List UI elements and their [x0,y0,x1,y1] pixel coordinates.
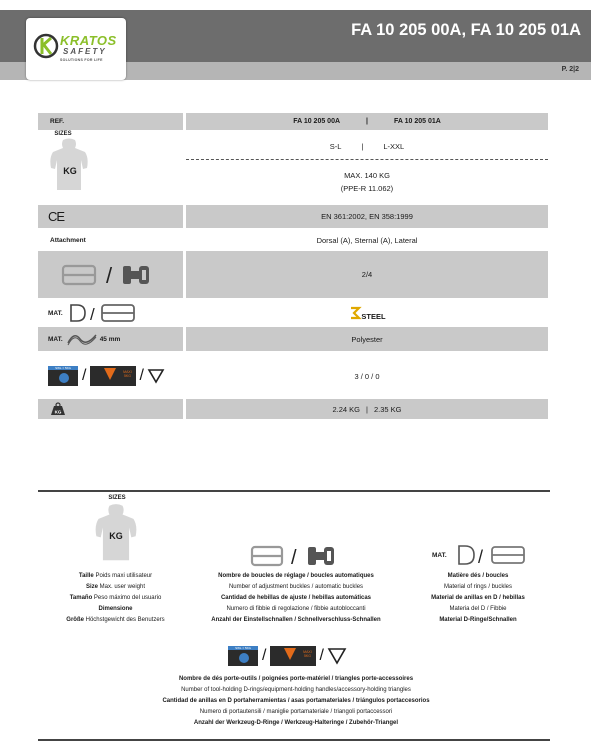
legend-buckle-icon [492,547,524,563]
ref-label-cell [38,113,183,130]
attachment-value-cell [186,232,548,248]
logo-tagline: SOLUTIONS FOR LIFE [60,58,103,62]
standards-cell [186,205,548,228]
sizes-divider [186,159,548,160]
legend-acc-line-3: Cantidad de anillas en D portaherramientas / asas portamateriales / triángulos portaccesorios [162,698,430,704]
legend-automatic-buckle-icon [308,547,334,565]
legend-acc-line-2: Number of tool-holding D-rings/equipment-holding handles/accessory-holding triangles [181,687,411,693]
page-header [0,0,591,88]
max-weight: MAX. 140 KG [344,171,390,180]
maxi-label: MAXI 5KG [123,370,132,378]
legend-dring-icon [459,546,474,564]
legend-size-line-2: Size Max. user weight [85,584,146,590]
body-silhouette-icon [47,138,91,192]
steel-cell [186,301,548,325]
sizes-kg-label: KG [63,166,77,176]
accessories-icon-cell: SWL = 5KG / MAXI 5KG / [38,362,183,390]
weight-separator: | [366,404,368,414]
legend-dring-buckle-icons [456,544,531,566]
legend-maxi-arrow-icon [284,648,296,660]
legend-size-description [38,571,193,626]
mat-label-cell [38,301,183,325]
legend-material-description [408,571,548,626]
size-a: S-L [329,141,342,151]
legend-buckle-line-1: Nombre de boucles de réglage / boucles automatiques [218,573,374,579]
maxi-icon [90,366,136,386]
swl-dring-icon [59,373,69,383]
accessories-value: 3 / 0 / 0 [354,371,380,381]
legend-mat-label: MAT. [432,552,447,559]
attachment-label: Attachment [50,236,86,244]
automatic-buckle-icon [123,266,149,284]
legend-buckle-icons [244,542,354,570]
logo-safety: SAFETY [63,47,107,56]
weight-kg-label: KG [54,409,62,415]
size-separator: | [361,141,364,151]
mat-label: MAT. [48,309,63,317]
legend-mat-line-1: Matière dés / boucles [447,573,509,579]
size-b: L-XXL [383,141,405,151]
adjustment-buckle-icon [63,266,95,284]
legend-accessory-description [100,674,492,729]
webbing-value-cell [186,327,548,351]
triangle-icon [147,368,165,384]
dring-buckle-icons [68,303,143,323]
standards-value: EN 361:2002, EN 358:1999 [321,212,413,221]
swl-label: SWL = 5KG [48,366,78,370]
legend-size-line-5: Größe Höchstgewicht des Benutzers [66,617,165,623]
webbing-width: 45 mm [99,335,121,343]
sizes-label: SIZES [54,131,72,137]
legend-bottom-rule [38,739,550,741]
svg-text:/: / [291,547,297,569]
steel-label: STEEL [361,311,386,321]
legend-size-line-1: Taille Poids maxi utilisateur [78,573,153,579]
legend-mat-line-2: Material of rings / buckles [443,584,513,590]
steel-logo-icon [348,306,362,320]
logo-name: KRATOS [60,33,117,48]
attachment-label-cell [38,232,183,248]
document-title: FA 10 205 00A, FA 10 205 01A [351,21,581,39]
webbing-label-cell [38,327,183,351]
legend-buckle-line-2: Number of adjustment buckles / automatic buckles [228,584,364,590]
ref-separator: | [366,118,368,125]
buckles-value-cell [186,251,548,298]
weight-a: 2.24 KG [332,404,361,414]
weight-label-cell [38,399,183,419]
legend-mat-line-3: Material de anillas en D / hebillas [431,595,525,601]
legend-adjustment-buckle-icon [252,547,282,565]
buckle-icon [102,305,134,321]
legend-size-line-3: Tamaño Peso máximo del usuario [69,595,162,601]
legend-buckle-line-3: Cantidad de hebillas de ajuste / hebillas automáticas [220,595,372,601]
buckle-icons [51,260,171,290]
ref-value-cell [186,113,548,130]
maxi-arrow-icon [104,368,116,380]
max-weight-standard: (PPE-R 11.062) [340,184,394,193]
legend-mat-line-4: Materia del D / Fibbie [449,606,507,612]
weight-b: 2.35 KG [373,404,402,414]
weight-icon [50,402,66,416]
legend-swl-dring-icon [239,653,249,663]
sizes-value-cell [186,137,548,155]
ref-label: REF. [50,118,65,125]
legend-maxi-label: MAXI 5KG [303,650,312,658]
dring-icon [71,305,85,321]
legend-acc-line-4: Numero di portautensili / maniglie portamateriale / triangoli portaccessori [199,709,393,715]
webbing-icon [66,331,98,347]
ref-b: FA 10 205 01A [393,118,441,125]
ref-a: FA 10 205 00A [293,118,341,125]
kratos-k-icon [32,32,60,60]
accessories-value-cell [186,362,548,390]
page-number: P. 2|2 [561,66,579,73]
legend-buckle-line-4: Numero di fibbie di regolazione / fibbie autobloccanti [226,606,366,612]
legend-acc-line-1: Nombre de dés porte-outils / poignées porte-matériel / triangles porte-accessoires [178,676,414,682]
legend-top-rule [38,490,550,492]
legend-mat-line-5: Material D-Ringe/Schnallen [439,617,517,623]
swl-icon [48,366,78,386]
legend-maxi-icon [270,646,316,666]
weight-value-cell [186,399,548,419]
buckles-icon-cell [38,251,183,298]
svg-text:/: / [105,262,112,288]
buckles-value: 2/4 [361,270,373,279]
webbing-value: Polyester [351,334,383,344]
svg-text:/: / [89,305,95,323]
legend-acc-line-5: Anzahl der Werkzeug-D-Ringe / Werkzeug-Halteringe / Zubehör-Triangel [193,720,399,726]
legend-accessory-icons: SWL = 5KG / MAXI 5KG / [228,646,347,666]
kratos-logo [26,18,126,80]
ce-mark-icon: CE [48,209,65,224]
legend-swl-label: SWL = 5KG [228,646,258,650]
webbing-mat-label: MAT. [48,335,63,343]
legend-buckle-description [196,571,396,626]
attachment-value: Dorsal (A), Sternal (A), Lateral [316,235,418,245]
svg-text:/: / [478,547,484,566]
legend-size-line-4: Dimensione [98,606,133,612]
legend-sizes-label: SIZES [108,495,126,501]
legend-triangle-icon [327,647,347,665]
max-weight-cell [186,168,548,196]
legend-kg-label: KG [109,531,123,541]
legend-buckle-line-5: Anzahl der Einstellschnallen / Schnellverschluss-Schnallen [211,617,381,623]
ce-label-cell [38,205,183,228]
legend-swl-icon [228,646,258,666]
